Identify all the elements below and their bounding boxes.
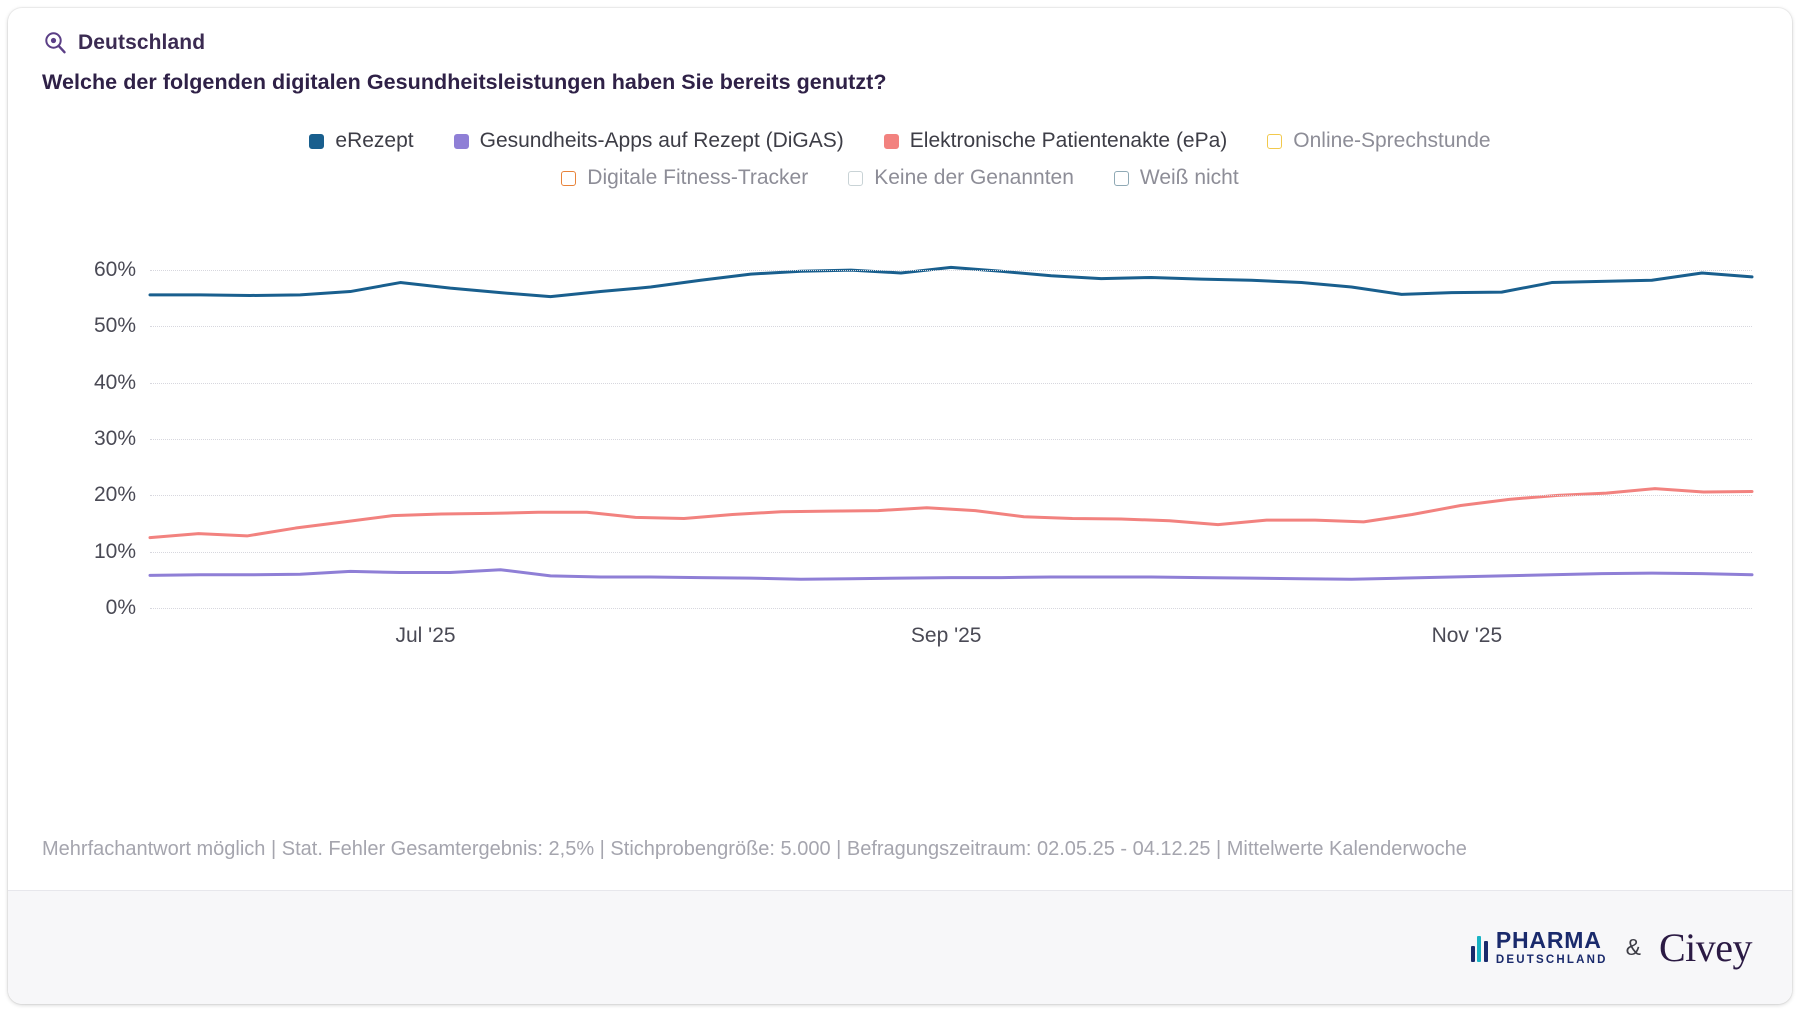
chart-footer [8, 891, 1792, 1004]
gridline [150, 495, 1752, 497]
y-axis-tick-label: 20% [93, 483, 136, 507]
gridline [150, 383, 1752, 385]
legend-item-erezept[interactable] [309, 129, 413, 153]
chart-header [8, 8, 1792, 95]
ampersand-label: & [1625, 934, 1641, 960]
legend-row-2 [58, 166, 1742, 190]
legend-item-epa[interactable] [884, 129, 1228, 153]
legend-label-erezept: eRezept [335, 129, 414, 152]
x-axis-tick-label: Nov '25 [1431, 624, 1503, 647]
civey-logo: Civey [1658, 925, 1752, 970]
legend-label-fitness-tracker: Digitale Fitness-Tracker [587, 166, 809, 189]
legend-swatch-fitness-tracker [561, 171, 576, 186]
region-row [42, 30, 1758, 56]
bar-chart-icon [1471, 934, 1488, 962]
y-axis-tick-label: 0% [105, 596, 136, 619]
chart-area [42, 242, 1758, 662]
legend-swatch-epa [884, 134, 899, 149]
y-axis-tick-label: 50% [93, 314, 136, 338]
y-axis-tick-label: 10% [93, 539, 136, 563]
page-title: Welche der folgenden digitalen Gesundheitsleistungen haben Sie bereits genutzt? [42, 70, 887, 94]
chart-footnote: Mehrfachantwort möglich | Stat. Fehler Gesamtergebnis: 2,5% | Stichprobengröße: 5.000 | Befragungszeitraum: 02.05.25 - 04.12.25 | Mittelwerte Kalenderwoche [42, 838, 1467, 860]
y-axis-tick-label: 30% [93, 427, 136, 451]
legend-label-keine-der-genannten: Keine der Genannten [874, 166, 1074, 189]
legend-item-fitness-tracker[interactable] [561, 166, 808, 190]
legend-swatch-online-sprechstunde [1267, 134, 1282, 149]
legend-label-weiss-nicht: Weiß nicht [1139, 166, 1239, 189]
pharma-deutschland-logo [1471, 926, 1608, 967]
y-axis-tick-label: 40% [93, 370, 136, 394]
legend-label-online-sprechstunde: Online-Sprechstunde [1293, 129, 1491, 152]
legend-item-weiss-nicht[interactable] [1114, 166, 1239, 190]
y-axis-tick-label: 60% [93, 258, 136, 282]
gridline [150, 608, 1752, 610]
region-label: Deutschland [78, 31, 206, 54]
legend-swatch-digas [454, 134, 469, 149]
plot-region [93, 242, 1752, 647]
legend-item-keine-der-genannten[interactable] [848, 166, 1074, 190]
x-axis-tick-label: Jul '25 [395, 624, 456, 647]
gridline [150, 326, 1752, 328]
legend-swatch-erezept [309, 134, 324, 149]
series-line [150, 570, 1752, 580]
survey-chart-card [8, 8, 1792, 1004]
legend-swatch-weiss-nicht [1114, 171, 1129, 186]
pharma-logo-main: PHARMA [1495, 926, 1602, 953]
legend-swatch-keine-der-genannten [848, 171, 863, 186]
gridline [150, 270, 1752, 272]
legend-row-1 [58, 129, 1742, 153]
x-axis-tick-label: Sep '25 [910, 624, 982, 647]
pharma-logo-sub: DEUTSCHLAND [1495, 953, 1608, 966]
gridline [150, 552, 1752, 554]
chart-legend [8, 129, 1792, 190]
gridline [150, 439, 1752, 441]
legend-item-digas[interactable] [454, 129, 844, 153]
legend-item-online-sprechstunde[interactable] [1267, 129, 1490, 153]
search-location-icon [42, 30, 68, 56]
legend-label-digas: Gesundheits-Apps auf Rezept (DiGAS) [479, 129, 844, 152]
legend-label-epa: Elektronische Patientenakte (ePa) [909, 129, 1228, 152]
